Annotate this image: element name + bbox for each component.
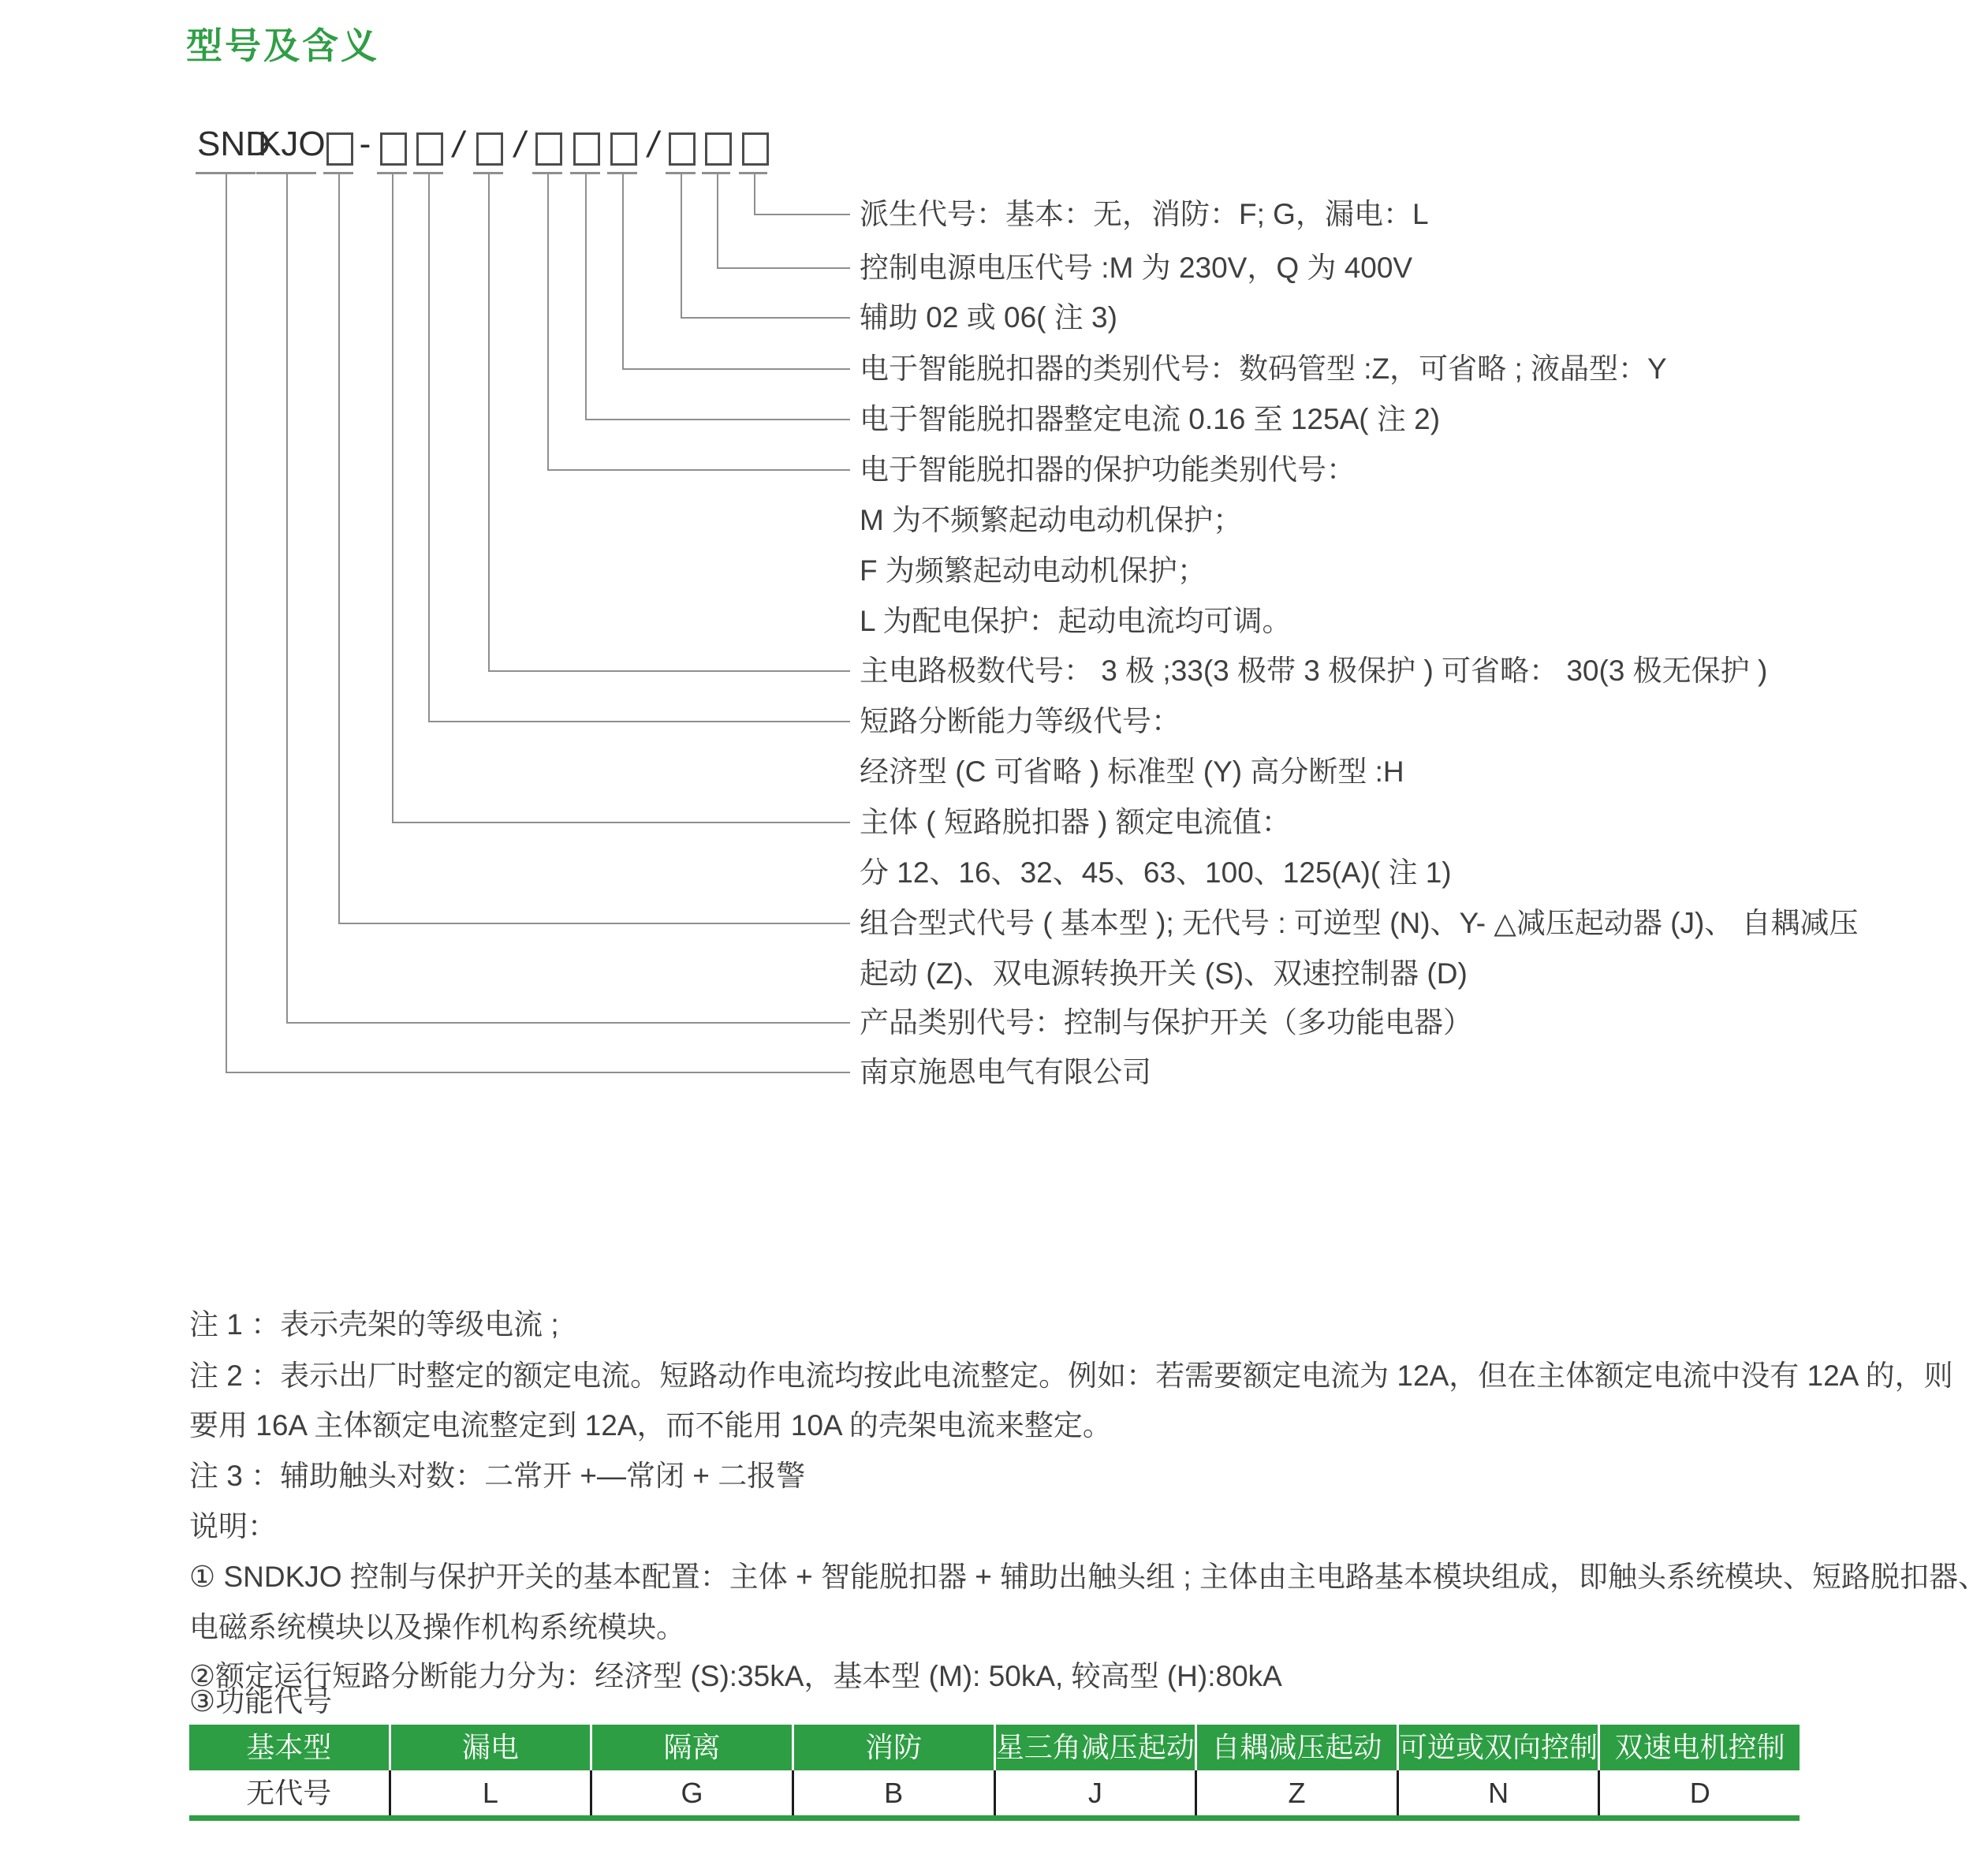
- table-header-star-delta: 星三角减压起动: [994, 1725, 1195, 1770]
- note-3: 注 3 ：辅助触头对数：二常开 +—常闭 + 二报警: [189, 1460, 806, 1492]
- code-meaning-trip-current: 电于智能脱扣器整定电流 0.16 至 125A( 注 2): [860, 403, 1441, 435]
- note-2-line-1: 注 2 ：表示出厂时整定的额定电流。短路动作电流均按此电流整定。例如：若需要额定电流为 12A，但在主体额定电流中没有 12A 的，则: [189, 1360, 1953, 1392]
- code-meaning-protection-class: 电于智能脱扣器的保护功能类别代号：: [860, 453, 1356, 486]
- table-value-leakage: L: [389, 1770, 591, 1815]
- table-value-reversible: N: [1397, 1770, 1598, 1815]
- code-box: [669, 132, 696, 166]
- function-code-table: [189, 1725, 1800, 1821]
- code-meaning-company: 南京施恩电气有限公司: [860, 1056, 1151, 1088]
- explanation-1-line-1: ① SNDKJO 控制与保护开关的基本配置：主体 + 智能脱扣器 + 辅助出触头组 ; 主体由主电路基本模块组成，即触头系统模块、短路脱扣器、: [189, 1561, 1987, 1593]
- code-meaning-poles: 主电路极数代号： 3 极 ;33(3 极带 3 极保护 ) 可省略： 30(3 极无保护 ): [860, 655, 1768, 687]
- table-header-leakage: 漏电: [389, 1725, 591, 1770]
- table-value-star-delta: J: [994, 1770, 1195, 1815]
- table-bottom-accent-bar: [189, 1815, 1800, 1821]
- code-meaning-auxiliary: 辅助 02 或 06( 注 3): [860, 301, 1117, 334]
- table-value-basic: 无代号: [189, 1770, 389, 1815]
- code-token-kjo: KJO: [258, 125, 326, 163]
- code-box: [380, 132, 407, 166]
- explanation-2: ②额定运行短路分断能力分为：经济型 (S):35kA，基本型 (M): 50kA, 较高型 (H):80kA: [189, 1660, 1282, 1692]
- code-meaning-breaking-capacity: 短路分断能力等级代号：: [860, 705, 1180, 737]
- table-header-reversible: 可逆或双向控制: [1397, 1725, 1598, 1770]
- explanation-1-line-2: 电磁系统模块以及操作机构系统模块。: [189, 1611, 685, 1643]
- code-meaning-protection-m: M 为不频繁起动电动机保护；: [860, 504, 1243, 536]
- code-meaning-breaking-types: 经济型 (C 可省略 ) 标准型 (Y) 高分断型 :H: [860, 755, 1404, 788]
- code-meaning-product-category: 产品类别代号：控制与保护开关（多功能电器）: [860, 1006, 1472, 1039]
- table-value-fire: B: [792, 1770, 994, 1815]
- code-meaning-protection-l: L 为配电保护：起动电流均可调。: [860, 605, 1292, 637]
- code-box: [326, 132, 353, 166]
- code-meaning-trip-display-type: 电于智能脱扣器的类别代号：数码管型 :Z，可省略 ; 液晶型：Y: [860, 352, 1667, 385]
- code-box: [610, 132, 637, 166]
- code-box: [705, 132, 732, 166]
- table-header-basic: 基本型: [189, 1725, 389, 1770]
- code-box: [535, 132, 562, 166]
- code-token-snd: SND: [197, 125, 270, 163]
- page-title: 型号及含义: [186, 25, 379, 66]
- table-header-fire: 消防: [792, 1725, 994, 1770]
- code-meaning-current-values: 分 12、16、32、45、63、100、125(A)( 注 1): [860, 856, 1452, 889]
- code-box: [416, 132, 443, 166]
- table-header-autotransformer: 自耦减压起动: [1195, 1725, 1397, 1770]
- table-header-two-speed: 双速电机控制: [1598, 1725, 1800, 1770]
- note-2-line-2: 要用 16A 主体额定电流整定到 12A，而不能用 10A 的壳架电流来整定。: [189, 1409, 1112, 1442]
- table-value-two-speed: D: [1598, 1770, 1800, 1815]
- table-header-row: [189, 1725, 1800, 1770]
- explanation-title: 说明：: [189, 1510, 277, 1542]
- code-meaning-combination-type-2: 起动 (Z)、双电源转换开关 (S)、双速控制器 (D): [860, 957, 1468, 990]
- code-token-slash: /: [647, 124, 658, 165]
- code-token-slash: /: [453, 124, 464, 165]
- code-token-slash: /: [514, 124, 525, 165]
- code-box: [476, 132, 503, 166]
- code-meaning-rated-current: 主体 ( 短路脱扣器 ) 额定电流值：: [860, 806, 1291, 838]
- table-header-isolation: 隔离: [590, 1725, 792, 1770]
- code-meaning-protection-f: F 为频繁起动电动机保护；: [860, 554, 1207, 587]
- code-token-dash: -: [359, 125, 371, 163]
- table-value-isolation: G: [590, 1770, 792, 1815]
- code-meaning-combination-type: 组合型式代号 ( 基本型 ); 无代号 : 可逆型 (N)、Y- △减压起动器 (J)、 自耦减压: [860, 907, 1859, 939]
- table-value-row: [189, 1770, 1800, 1815]
- code-meaning-derived: 派生代号：基本：无，消防：F; G，漏电：L: [860, 198, 1429, 230]
- explanation-3: ③功能代号: [189, 1685, 333, 1718]
- connector-line: [226, 174, 850, 1073]
- table-value-autotransformer: Z: [1195, 1770, 1397, 1815]
- code-box: [742, 132, 769, 166]
- code-meaning-control-voltage: 控制电源电压代号 :M 为 230V，Q 为 400V: [860, 252, 1413, 284]
- note-1: 注 1 ：表示壳架的等级电流 ;: [189, 1308, 559, 1341]
- code-box: [573, 132, 600, 166]
